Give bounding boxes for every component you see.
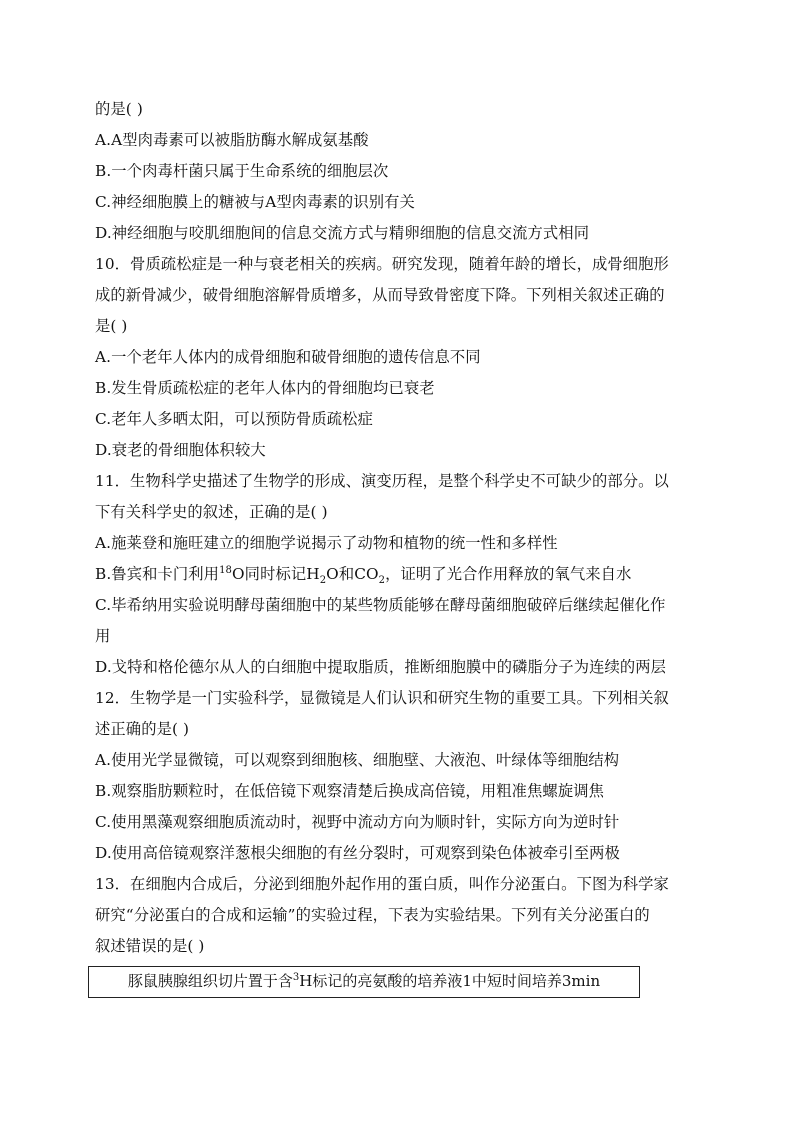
q12-option-a: A.使用光学显微镜，可以观察到细胞核、细胞壁、大液泡、叶绿体等细胞结构 bbox=[95, 751, 620, 769]
q11-option-c-line-2: 用 bbox=[95, 627, 111, 645]
q9-option-b: B.一个肉毒杆菌只属于生命系统的细胞层次 bbox=[95, 162, 389, 180]
q10-option-b: B.发生骨质疏松症的老年人体内的骨细胞均已衰老 bbox=[95, 379, 435, 397]
question-page bbox=[95, 94, 707, 962]
q10-option-a: A.一个老年人体内的成骨细胞和破骨细胞的遗传信息不同 bbox=[95, 348, 481, 366]
q11-option-b-mid1: O同时标记H bbox=[232, 565, 320, 583]
flowchart-step-1-box bbox=[88, 966, 640, 998]
q11-option-b bbox=[95, 559, 707, 590]
flow-step1-pre: 豚鼠胰腺组织切片置于含 bbox=[127, 972, 293, 990]
q12-stem-line-1: 12．生物学是一门实验科学，显微镜是人们认识和研究生物的重要工具。下列相关叙 bbox=[95, 689, 669, 707]
q12-option-b: B.观察脂肪颗粒时，在低倍镜下观察清楚后换成高倍镜，用粗准焦螺旋调焦 bbox=[95, 782, 605, 800]
q10-stem-line-1: 10．骨质疏松症是一种与衰老相关的疾病。研究发现，随着年龄的增长，成骨细胞形 bbox=[95, 255, 669, 273]
q11-option-b-isotope: 18 bbox=[219, 564, 233, 576]
q11-stem-line-1: 11．生物科学史描述了生物学的形成、演变历程，是整个科学史不可缺少的部分。以 bbox=[95, 472, 669, 490]
q9-option-c: C.神经细胞膜上的糖被与A型肉毒素的识别有关 bbox=[95, 193, 415, 211]
q12-option-c: C.使用黑藻观察细胞质流动时，视野中流动方向为顺时针，实际方向为逆时针 bbox=[95, 813, 620, 831]
q12-stem-line-2: 述正确的是( ) bbox=[95, 720, 190, 738]
q11-option-b-mid2: O和CO bbox=[326, 565, 379, 583]
q13-stem-line-1: 13．在细胞内合成后，分泌到细胞外起作用的蛋白质，叫作分泌蛋白。下图为科学家 bbox=[95, 875, 669, 893]
flow-step1-isotope: 3 bbox=[292, 972, 300, 983]
q10-stem-line-3: 是( ) bbox=[95, 317, 128, 335]
q10-option-c: C.老年人多晒太阳，可以预防骨质疏松症 bbox=[95, 410, 373, 428]
q9-option-a: A.A型肉毒素可以被脂肪酶水解成氨基酸 bbox=[95, 131, 369, 149]
q11-option-b-sub1: 2 bbox=[319, 575, 327, 587]
q11-option-b-sub2: 2 bbox=[378, 575, 386, 587]
flow-step1-post: H标记的亮氨酸的培养液1中短时间培养3min bbox=[299, 972, 601, 990]
q11-stem-line-2: 下有关科学史的叙述，正确的是( ) bbox=[95, 503, 328, 521]
q11-option-c-line-1: C.毕希纳用实验说明酵母菌细胞中的某些物质能够在酵母菌细胞破碎后继续起催化作 bbox=[95, 596, 666, 614]
q9-stem-tail: 的是( ) bbox=[95, 100, 143, 118]
q11-option-d: D.戈特和格伦德尔从人的白细胞中提取脂质，推断细胞膜中的磷脂分子为连续的两层 bbox=[95, 658, 667, 676]
q9-option-d: D.神经细胞与咬肌细胞间的信息交流方式与精卵细胞的信息交流方式相同 bbox=[95, 224, 590, 242]
q13-stem-line-2: 研究“分泌蛋白的合成和运输”的实验过程，下表为实验结果。下列有关分泌蛋白的 bbox=[95, 906, 650, 924]
q11-option-b-pre: B.鲁宾和卡门利用 bbox=[95, 565, 220, 583]
q10-option-d: D.衰老的骨细胞体积较大 bbox=[95, 441, 266, 459]
q11-option-a: A.施莱登和施旺建立的细胞学说揭示了动物和植物的统一性和多样性 bbox=[95, 534, 558, 552]
q11-option-b-post: ，证明了光合作用释放的氧气来自水 bbox=[385, 565, 632, 583]
q13-stem-line-3: 叙述错误的是( ) bbox=[95, 937, 205, 955]
q12-option-d: D.使用高倍镜观察洋葱根尖细胞的有丝分裂时，可观察到染色体被牵引至两极 bbox=[95, 844, 620, 862]
q10-stem-line-2: 成的新骨减少，破骨细胞溶解骨质增多，从而导致骨密度下降。下列相关叙述正确的 bbox=[95, 286, 665, 304]
